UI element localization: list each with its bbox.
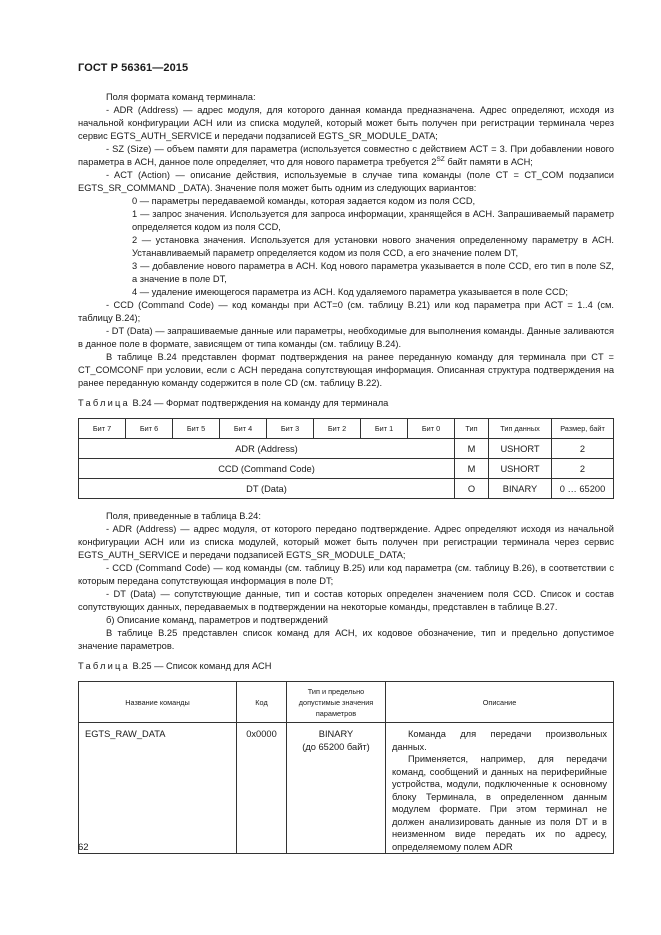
b24-paragraph: В таблице В.24 представлен формат подтверждения на ранее переданную команду для терминала при CT = CT_COMCONF при условии, если с АСН передана сопутствующая информация. Описанная структура подтверждения на ранее переданную команду содержится в поле CD (см. таблицу В.22). xyxy=(78,352,614,388)
sz-superscript: SZ xyxy=(436,156,445,163)
type-cell: M xyxy=(455,439,489,459)
command-type-line2: (до 65200 байт) xyxy=(302,741,370,752)
field-name-cell: CCD (Command Code) xyxy=(79,459,455,479)
intro-paragraph: Поля формата команд терминала: xyxy=(106,92,256,102)
page-number: 62 xyxy=(78,842,89,853)
table-row xyxy=(79,479,614,499)
subsection-b-heading: б) Описание команд, параметров и подтверждений xyxy=(106,615,328,625)
adr-paragraph: - ADR (Address) — адрес модуля, для которого данная команда предназначена. Адрес определяют, исходя из начальной конфигурации АСН или из списка модулей, который может быть получен при регистрации терминала через сервис EGTS_AUTH_SERVICE и передачи подзаписей EGTS_SR_MODULE_DATA; xyxy=(78,105,614,141)
table24-caption-text: В.24 — Формат подтверждения на команду для терминала xyxy=(129,398,389,408)
command-type-cell xyxy=(287,723,386,854)
header-cell: Бит 2 xyxy=(314,419,361,439)
size-cell: 2 xyxy=(552,439,614,459)
header-cell: Тип данных xyxy=(489,419,552,439)
size-cell: 2 xyxy=(552,459,614,479)
table25-caption-word: Таблица xyxy=(78,661,130,671)
header-cell: Код xyxy=(237,682,287,723)
table25-header-row xyxy=(79,682,614,723)
after-intro: Поля, приведенные в таблица В.24: xyxy=(106,511,261,521)
table-row xyxy=(79,439,614,459)
act-paragraph: - ACT (Action) — описание действия, используемые в случае типа команды (поле CT = CT_COM подзаписи EGTS_SR_COMMAND _DATA). Значение поля может быть одним из следующих вариантов: xyxy=(78,170,614,193)
header-cell: Бит 1 xyxy=(361,419,408,439)
page-header-title: ГОСТ Р 56361—2015 xyxy=(78,62,189,74)
command-type-line1: BINARY xyxy=(318,729,354,739)
table-b24 xyxy=(78,418,614,499)
confirmation-fields-section xyxy=(78,510,614,653)
command-description-line1: Команда для передачи произвольных данных. xyxy=(392,729,607,752)
ccd-paragraph: - CCD (Command Code) — код команды при ACT=0 (см. таблицу В.21) или код параметра при ACT = 1..4 (см. таблицу В.24); xyxy=(78,300,614,323)
b25-paragraph: В таблице В.25 представлен список команд для АСН, их кодовое обозначение, тип и предельно допустимое значение параметров. xyxy=(78,628,614,651)
type-cell: M xyxy=(455,459,489,479)
header-cell: Тип и предельно допустимые значения параметров xyxy=(287,682,386,723)
table25-caption xyxy=(78,661,271,671)
type-cell: O xyxy=(455,479,489,499)
data-type-cell: BINARY xyxy=(489,479,552,499)
table24-caption xyxy=(78,398,388,408)
table24-caption-word: Таблица xyxy=(78,398,130,408)
sz-paragraph xyxy=(78,143,614,169)
header-cell: Бит 4 xyxy=(220,419,267,439)
sz-text-b: байт памяти в АСН; xyxy=(444,157,533,167)
after-dt: - DT (Data) — сопутствующие данные, тип и состав которых определен значением поля CCD. Список и состав сопутствующих данных, передаваемых в подтверждении на некоторые команды, представлен в таблице В.27. xyxy=(78,589,614,612)
table-b25 xyxy=(78,681,614,854)
data-type-cell: USHORT xyxy=(489,459,552,479)
act-value-2: 2 — установка значения. Используется для установки нового значения определенному параметру в АСН. Устанавливаемый параметр определяется кодом из поля CCD, а его значение полем DT, xyxy=(132,235,614,258)
command-code-cell: 0x0000 xyxy=(237,723,287,854)
data-type-cell: USHORT xyxy=(489,439,552,459)
header-cell: Описание xyxy=(386,682,614,723)
table25-caption-text: В.25 — Список команд для АСН xyxy=(129,661,272,671)
header-cell: Тип xyxy=(455,419,489,439)
act-value-4: 4 — удаление имеющегося параметра из АСН. Код удаляемого параметра указывается в поле CCD; xyxy=(132,287,568,297)
header-cell: Бит 5 xyxy=(173,419,220,439)
act-value-1: 1 — запрос значения. Используется для запроса информации, хранящейся в АСН. Запрашиваемый параметр определяется кодом из поля CCD, xyxy=(132,209,614,232)
field-name-cell: DT (Data) xyxy=(79,479,455,499)
header-cell: Бит 7 xyxy=(79,419,126,439)
table-row xyxy=(79,459,614,479)
header-cell: Бит 0 xyxy=(408,419,455,439)
header-cell: Название команды xyxy=(79,682,237,723)
dt-paragraph: - DT (Data) — запрашиваемые данные или параметры, необходимые для выполнения команды. Данные заливаются в данное поле в формате, зависящем от типа команды (см. таблицу В.24). xyxy=(78,326,614,349)
after-adr: - ADR (Address) — адрес модуля, от которого передано подтверждение. Адрес определяют исходя из начальной конфигурации АСН или из списка модулей, который может быть получен при регистрации терминала через сервис EGTS_AUTH_SERVICE и передачи подзаписей EGTS_SR_MODULE_DATA; xyxy=(78,524,614,560)
command-description-line2: Применяется, например, для передачи команд, сообщений и данных на периферийные устройства, модули, подключенные к основному блоку Терминала, в определенном данным модулем формате. При этом терминал не должен анализировать данные из поля DT и в неизменном виде передать их по адресу, определяемому полем ADR xyxy=(392,754,607,852)
sz-text-a: - SZ (Size) — объем памяти для параметра (используется совместно с действием ACT = 3. При добавлении нового параметра в АСН, данное поле определяет, что для нового параметра требуется 2 xyxy=(78,144,614,167)
after-ccd: - CCD (Command Code) — код команды (см. таблицу В.25) или код параметра (см. таблицу В.26), в соответствии с которым передана сопутствующая информация в поле DT; xyxy=(78,563,614,586)
header-cell: Бит 3 xyxy=(267,419,314,439)
act-value-0: 0 — параметры передаваемой команды, которая задается кодом из поля CCD, xyxy=(132,196,476,206)
field-name-cell: ADR (Address) xyxy=(79,439,455,459)
command-name-cell: EGTS_RAW_DATA xyxy=(79,723,237,854)
size-cell: 0 … 65200 xyxy=(552,479,614,499)
table24-header-row xyxy=(79,419,614,439)
command-fields-section xyxy=(78,91,614,390)
command-description-cell xyxy=(386,723,614,854)
act-value-3: 3 — добавление нового параметра в АСН. Код нового параметра указывается в поле CCD, его тип в поле SZ, а значение в поле DT, xyxy=(132,261,614,284)
header-cell: Бит 6 xyxy=(126,419,173,439)
header-cell: Размер, байт xyxy=(552,419,614,439)
table-row xyxy=(79,723,614,854)
